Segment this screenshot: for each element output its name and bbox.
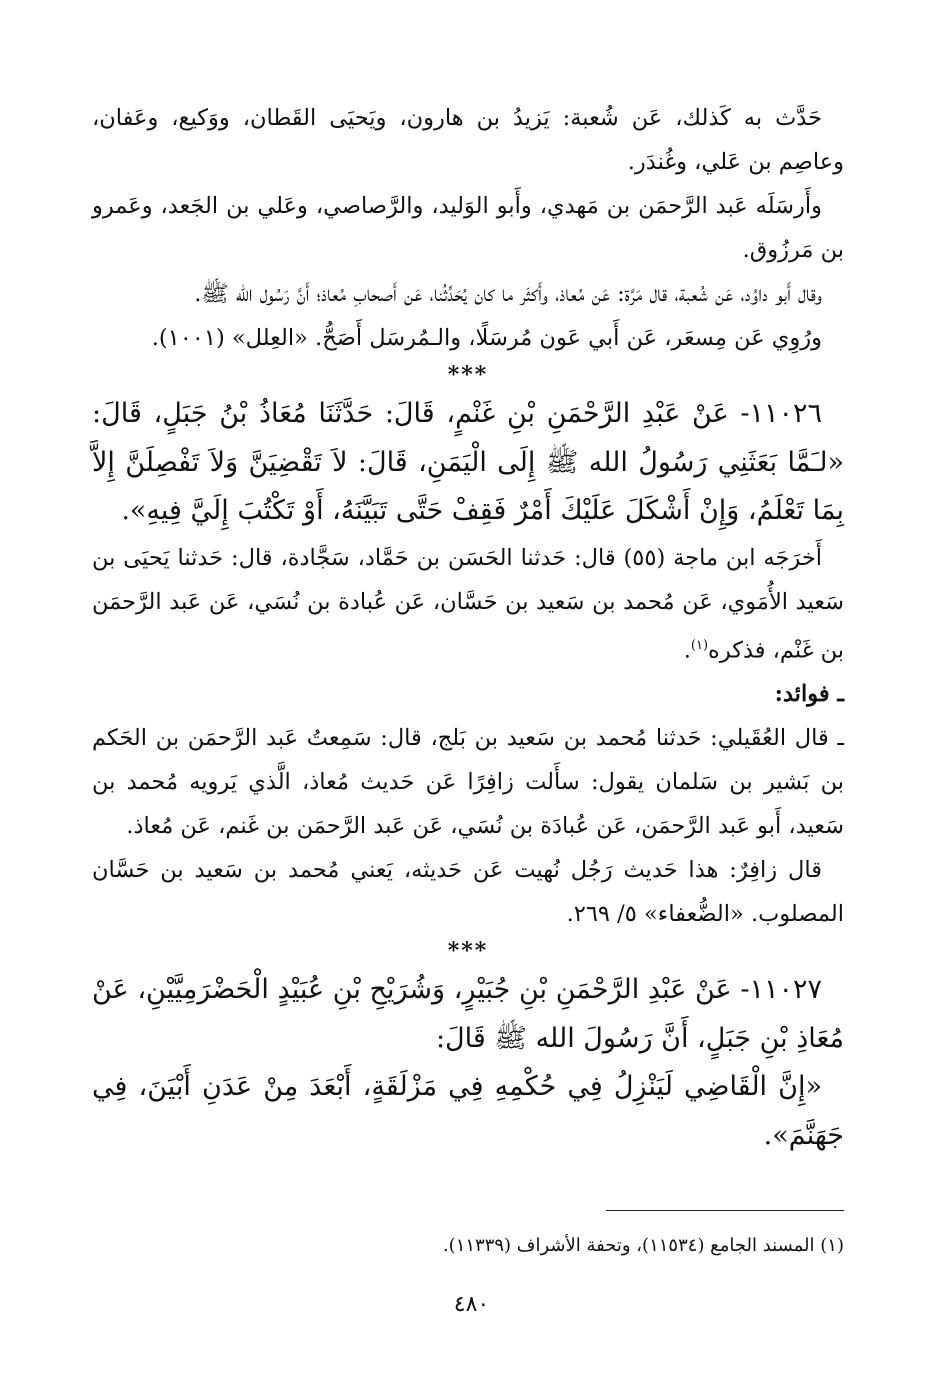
takhrij-text: أَخرَجَه ابن ماجة (٥٥) قال: حَدثنا الحَسَن بن حَمَّاد، سَجَّادة، قال: حَدثنا يَحيَى بن سَعيد الأُمَوي، عَن مُحمد بن سَعيد بن حَسَّان، عَن عُبادة بن نُسَي، عَن عَبد الرَّحمَن بن غَنْم، فذكره [92,544,844,663]
section-divider: *** [447,362,489,388]
hadith-11027: ١١٠٢٧- عَنْ عَبْدِ الرَّحْمَنِ بْنِ جُبَيْرٍ، وَشُرَيْحِ بْنِ عُبَيْدٍ الْحَضْرَمِيَّيْنِ، عَنْ مُعَاذِ بْنِ جَبَلٍ، أَنَّ رَسُولَ الله ﷺ قَالَ: [92,974,844,1054]
footnote-separator [606,1210,844,1211]
fawaid-heading: ـ فوائد: [774,681,844,707]
paragraph-abu-dawud: وقال أَبو داوُد، عَن شُعبة، قال مَرَّة: عَن مُعاذ، وأَكثَر ما كان يُحَدِّثُنا، عَن أَصحابِ مُعاذ؛ أَنَّ رَسُول الله ﷺ. [194,281,822,307]
page-number: ٤٨٠ [453,1292,490,1317]
footnote-marker: (١) [690,637,709,653]
hadith-11026: ١١٠٢٦- عَنْ عَبْدِ الرَّحْمَنِ بْنِ غَنْمٍ، قَالَ: حَدَّثَنَا مُعَاذُ بْنُ جَبَلٍ، قَالَ: «لـَمَّا بَعَثَنِي رَسُولُ الله ﷺ إِلَى الْيَمَنِ، قَالَ: لاَ تَقْضِيَنَّ وَلاَ تَفْصِلَنَّ إِلاَّ بِمَا تَعْلَمُ، وَإِنْ أَشْكَلَ عَلَيْكَ أَمْرٌ فَقِفْ حَتَّى تَبَيَّنَهُ، أَوْ تَكْتُبَ إِلَيَّ فِيهِ». [92,398,844,526]
footnote: (١) المسند الجامع (١١٥٣٤)، وتحفة الأشراف (١١٣٣٩). [442,1235,844,1256]
paragraph-transmitters: حَدَّث به كَذلك، عَن شُعبة: يَزيدُ بن هارون، ويَحيَى القَطان، ووَكيع، وعَفان، وعاصِم بن عَلي، وغُندَر. [92,105,844,175]
paragraph-mursal: وأَرسَلَه عَبد الرَّحمَن بن مَهدي، وأَبو الوَليد، والرَّصاصي، وعَلي بن الجَعد، وعَمرو بن مَرزُوق. [92,193,844,263]
page-body [92,92,844,1160]
hadith-11027-quote: «إِنَّ الْقَاضِي لَيَنْزِلُ فِي حُكْمِهِ فِي مَزْلَقَةٍ، أَبْعَدَ مِنْ عَدَنِ أَبْيَنَ، فِي جَهَنَّمَ». [92,1071,844,1151]
takhrij-end: . [683,637,691,663]
paragraph-uqayli: ـ قال العُقَيلي: حَدثنا مُحمد بن سَعيد بن بَلج، قال: سَمِعتُ عَبد الرَّحمَن بن الحَكم بن بَشير بن سَلمان يقول: سأَلت زافِرًا عَن حَديث مُعاذ، الَّذي يَرويه مُحمد بن سَعيد، أَبو عَبد الرَّحمَن، عَن عُبادَة بن نُسَي، عَن عَبد الرَّحمَن بن غَنم، عَن مُعاذ. [92,725,844,839]
section-divider: *** [447,938,489,964]
paragraph-misar: ورُوِي عَن مِسعَر، عَن أَبي عَون مُرسَلًا، والـمُرسَل أَصَحُّ. «العِلل» (١٠٠١). [151,325,822,351]
paragraph-takhrij [92,536,844,673]
paragraph-zafir: قال زافِرٌ: هذا حَديث رَجُل نُهيت عَن حَديثه، يَعني مُحمد بن سَعيد بن حَسَّان المصلوب. «الضُّعفاء» ٥/ ٢٦٩. [92,857,844,927]
